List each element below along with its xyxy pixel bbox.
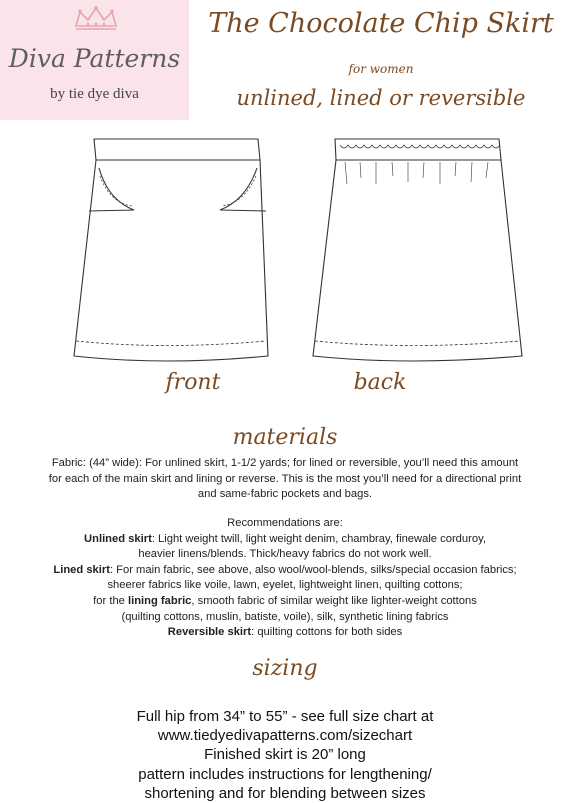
lined-line-1	[20, 563, 550, 579]
sizing-heading: sizing	[252, 656, 318, 681]
lined-text: : For main fabric, see above, also wool/wool-blends, silks/special occasion fabrics;	[109, 563, 517, 576]
back-view-label: back	[353, 370, 407, 395]
fabric-line: for each of the main skirt and lining or reverse. This is the most you’ll need for a directional print	[48, 472, 522, 485]
fabric-line: and same-fabric pockets and bags.	[197, 488, 373, 501]
reversible-text: : quilting cottons for both sides	[251, 626, 403, 639]
back-skirt-drawing	[313, 139, 522, 361]
lining-text: , smooth fabric of similar weight like lighter-weight cottons	[191, 594, 477, 607]
reversible-line	[20, 625, 550, 641]
audience-label: for women	[348, 62, 414, 76]
fabric-recommendations	[20, 516, 550, 641]
recommendations-intro: Recommendations are:	[227, 517, 343, 529]
unlined-text: : Light weight twill, light weight denim, chambray, finewale corduroy,	[151, 532, 486, 545]
lining-label: lining fabric	[128, 594, 192, 607]
lining-line-2: (quilting cottons, muslin, batiste, voile), silk, synthetic lining fabrics	[121, 610, 449, 623]
front-view-label: front	[165, 370, 221, 395]
fabric-requirements	[20, 456, 550, 503]
sizing-line: Full hip from 34” to 55” - see full size chart at	[136, 708, 434, 725]
size-chart-url: www.tiedyedivapatterns.com/sizechart	[157, 727, 413, 745]
reversible-label: Reversible skirt	[167, 626, 252, 639]
unlined-line-1	[20, 532, 550, 548]
unlined-label: Unlined skirt	[84, 532, 152, 545]
sizing-line: Finished skirt is 20” long	[204, 746, 366, 764]
fabric-line: Fabric: (44” wide): For unlined skirt, 1-1/2 yards; for lined or reversible, you’ll need this amount	[51, 457, 519, 469]
sizing-line: shortening and for blending between sizes	[144, 784, 426, 802]
sizing-info	[10, 707, 560, 803]
page-subtitle: unlined, lined or reversible	[236, 86, 526, 110]
brand-name: Diva Patterns	[8, 44, 181, 73]
sizing-line: pattern includes instructions for lengthening/	[138, 765, 432, 783]
lining-prefix: for the	[93, 594, 128, 607]
lined-label: Lined skirt	[53, 563, 110, 576]
unlined-line-2: heavier linens/blends. Thick/heavy fabrics do not work well.	[138, 548, 432, 561]
lining-line-1	[20, 594, 550, 610]
lined-line-2: sheerer fabrics like voile, lawn, eyelet, lightweight linen, quilting cottons;	[107, 579, 463, 592]
page-title: The Chocolate Chip Skirt	[208, 8, 554, 39]
materials-heading: materials	[232, 425, 338, 450]
brand-byline: by tie dye diva	[50, 86, 139, 102]
front-skirt-drawing	[74, 139, 268, 361]
